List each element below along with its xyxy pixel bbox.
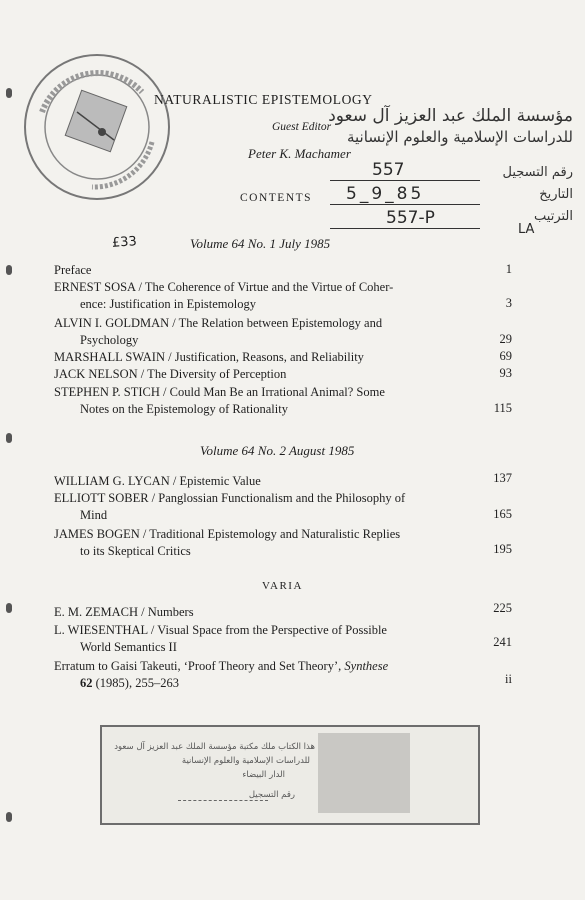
toc-entry: JAMES BOGEN / Traditional Epistemology and Naturalistic Replies to its Skeptical Critics: [54, 527, 401, 558]
handwritten-number: £33: [111, 234, 138, 251]
contents-heading: CONTENTS: [240, 192, 313, 204]
toc-page-number: 165: [493, 507, 512, 521]
editor-name: Peter K. Machamer: [248, 146, 351, 161]
arabic-order-label: الترتيب: [534, 209, 573, 224]
toc-page-number: 3: [505, 296, 512, 310]
stamp-text: هذا الكتاب ملك مكتبة مؤسسة الملك عبد العزيز آل سعود: [114, 742, 315, 752]
stamp-line: [178, 800, 268, 801]
stamp-line: [330, 228, 480, 229]
stamp-emblem: [318, 733, 410, 813]
arabic-reg-label: رقم التسجيل: [502, 165, 573, 180]
toc-entry: ERNEST SOSA / The Coherence of Virtue and the Virtue of Coher- ence: Justification in Epistemology: [54, 280, 394, 311]
stamp-text: للدراسات الإسلامية والعلوم الإنسانية: [181, 756, 310, 766]
handwritten-order: 557-P: [386, 208, 435, 228]
toc-page-number: 137: [493, 471, 512, 485]
toc-entry: E. M. ZEMACH / Numbers: [54, 605, 194, 619]
arabic-date-label: التاريخ: [539, 187, 573, 202]
binding-hole: [6, 433, 12, 443]
issue-heading: Volume 64 No. 1 July 1985: [190, 236, 331, 251]
library-ownership-stamp: [100, 725, 480, 825]
stamp-text: رقم التسجيل: [248, 790, 295, 800]
toc-page-number: 115: [493, 401, 512, 415]
handwritten-date: 5_9_85: [346, 184, 425, 204]
toc-entry: MARSHALL SWAIN / Justification, Reasons, and Reliability: [54, 350, 364, 364]
toc-entry: L. WIESENTHAL / Visual Space from the Perspective of Possible World Semantics II: [54, 623, 387, 654]
page-title: NATURALISTIC EPISTEMOLOGY: [154, 92, 373, 107]
toc-entry-erratum: Erratum to Gaisi Takeuti, ‘Proof Theory and Set Theory’, Synthese 62 (1985), 255–263: [54, 659, 389, 690]
guest-editor-label: Guest Editor: [272, 121, 332, 133]
arabic-stamp-line: مؤسسة الملك عبد العزيز آل سعود: [328, 106, 573, 126]
binding-hole: [6, 603, 12, 613]
toc-entry: STEPHEN P. STICH / Could Man Be an Irrational Animal? Some Notes on the Epistemology of Rationality: [54, 385, 385, 416]
toc-page-number: 29: [499, 332, 512, 346]
toc-page-number: 195: [493, 542, 512, 556]
handwritten-initials: LA: [518, 222, 535, 237]
toc-entry: Preface: [54, 263, 92, 277]
binding-hole: [6, 812, 12, 822]
stamp-text: الدار البيضاء: [242, 770, 285, 780]
toc-entry: ALVIN I. GOLDMAN / The Relation between Epistemology and Psychology: [54, 316, 383, 347]
toc-entry: ELLIOTT SOBER / Panglossian Functionalism and the Philosophy of Mind: [54, 491, 406, 522]
toc-page-number: ii: [505, 672, 512, 686]
toc-entry: WILLIAM G. LYCAN / Epistemic Value: [54, 474, 261, 488]
library-seal: [22, 52, 172, 202]
toc-page-number: 1: [505, 262, 512, 276]
toc-page-number: 93: [499, 366, 512, 380]
binding-hole: [6, 265, 12, 275]
toc-entry: JACK NELSON / The Diversity of Perception: [54, 367, 287, 381]
stamp-line: [330, 180, 480, 181]
toc-page-number: 241: [493, 635, 512, 649]
varia-heading: VARIA: [262, 580, 303, 592]
toc-page-number: 69: [499, 349, 512, 363]
toc-page-number: 225: [493, 601, 512, 615]
stamp-line: [330, 204, 480, 205]
issue-heading: Volume 64 No. 2 August 1985: [200, 443, 355, 458]
binding-hole: [6, 88, 12, 98]
arabic-stamp-line: للدراسات الإسلامية والعلوم الإنسانية: [346, 128, 573, 146]
handwritten-reg-number: 557: [372, 160, 405, 180]
